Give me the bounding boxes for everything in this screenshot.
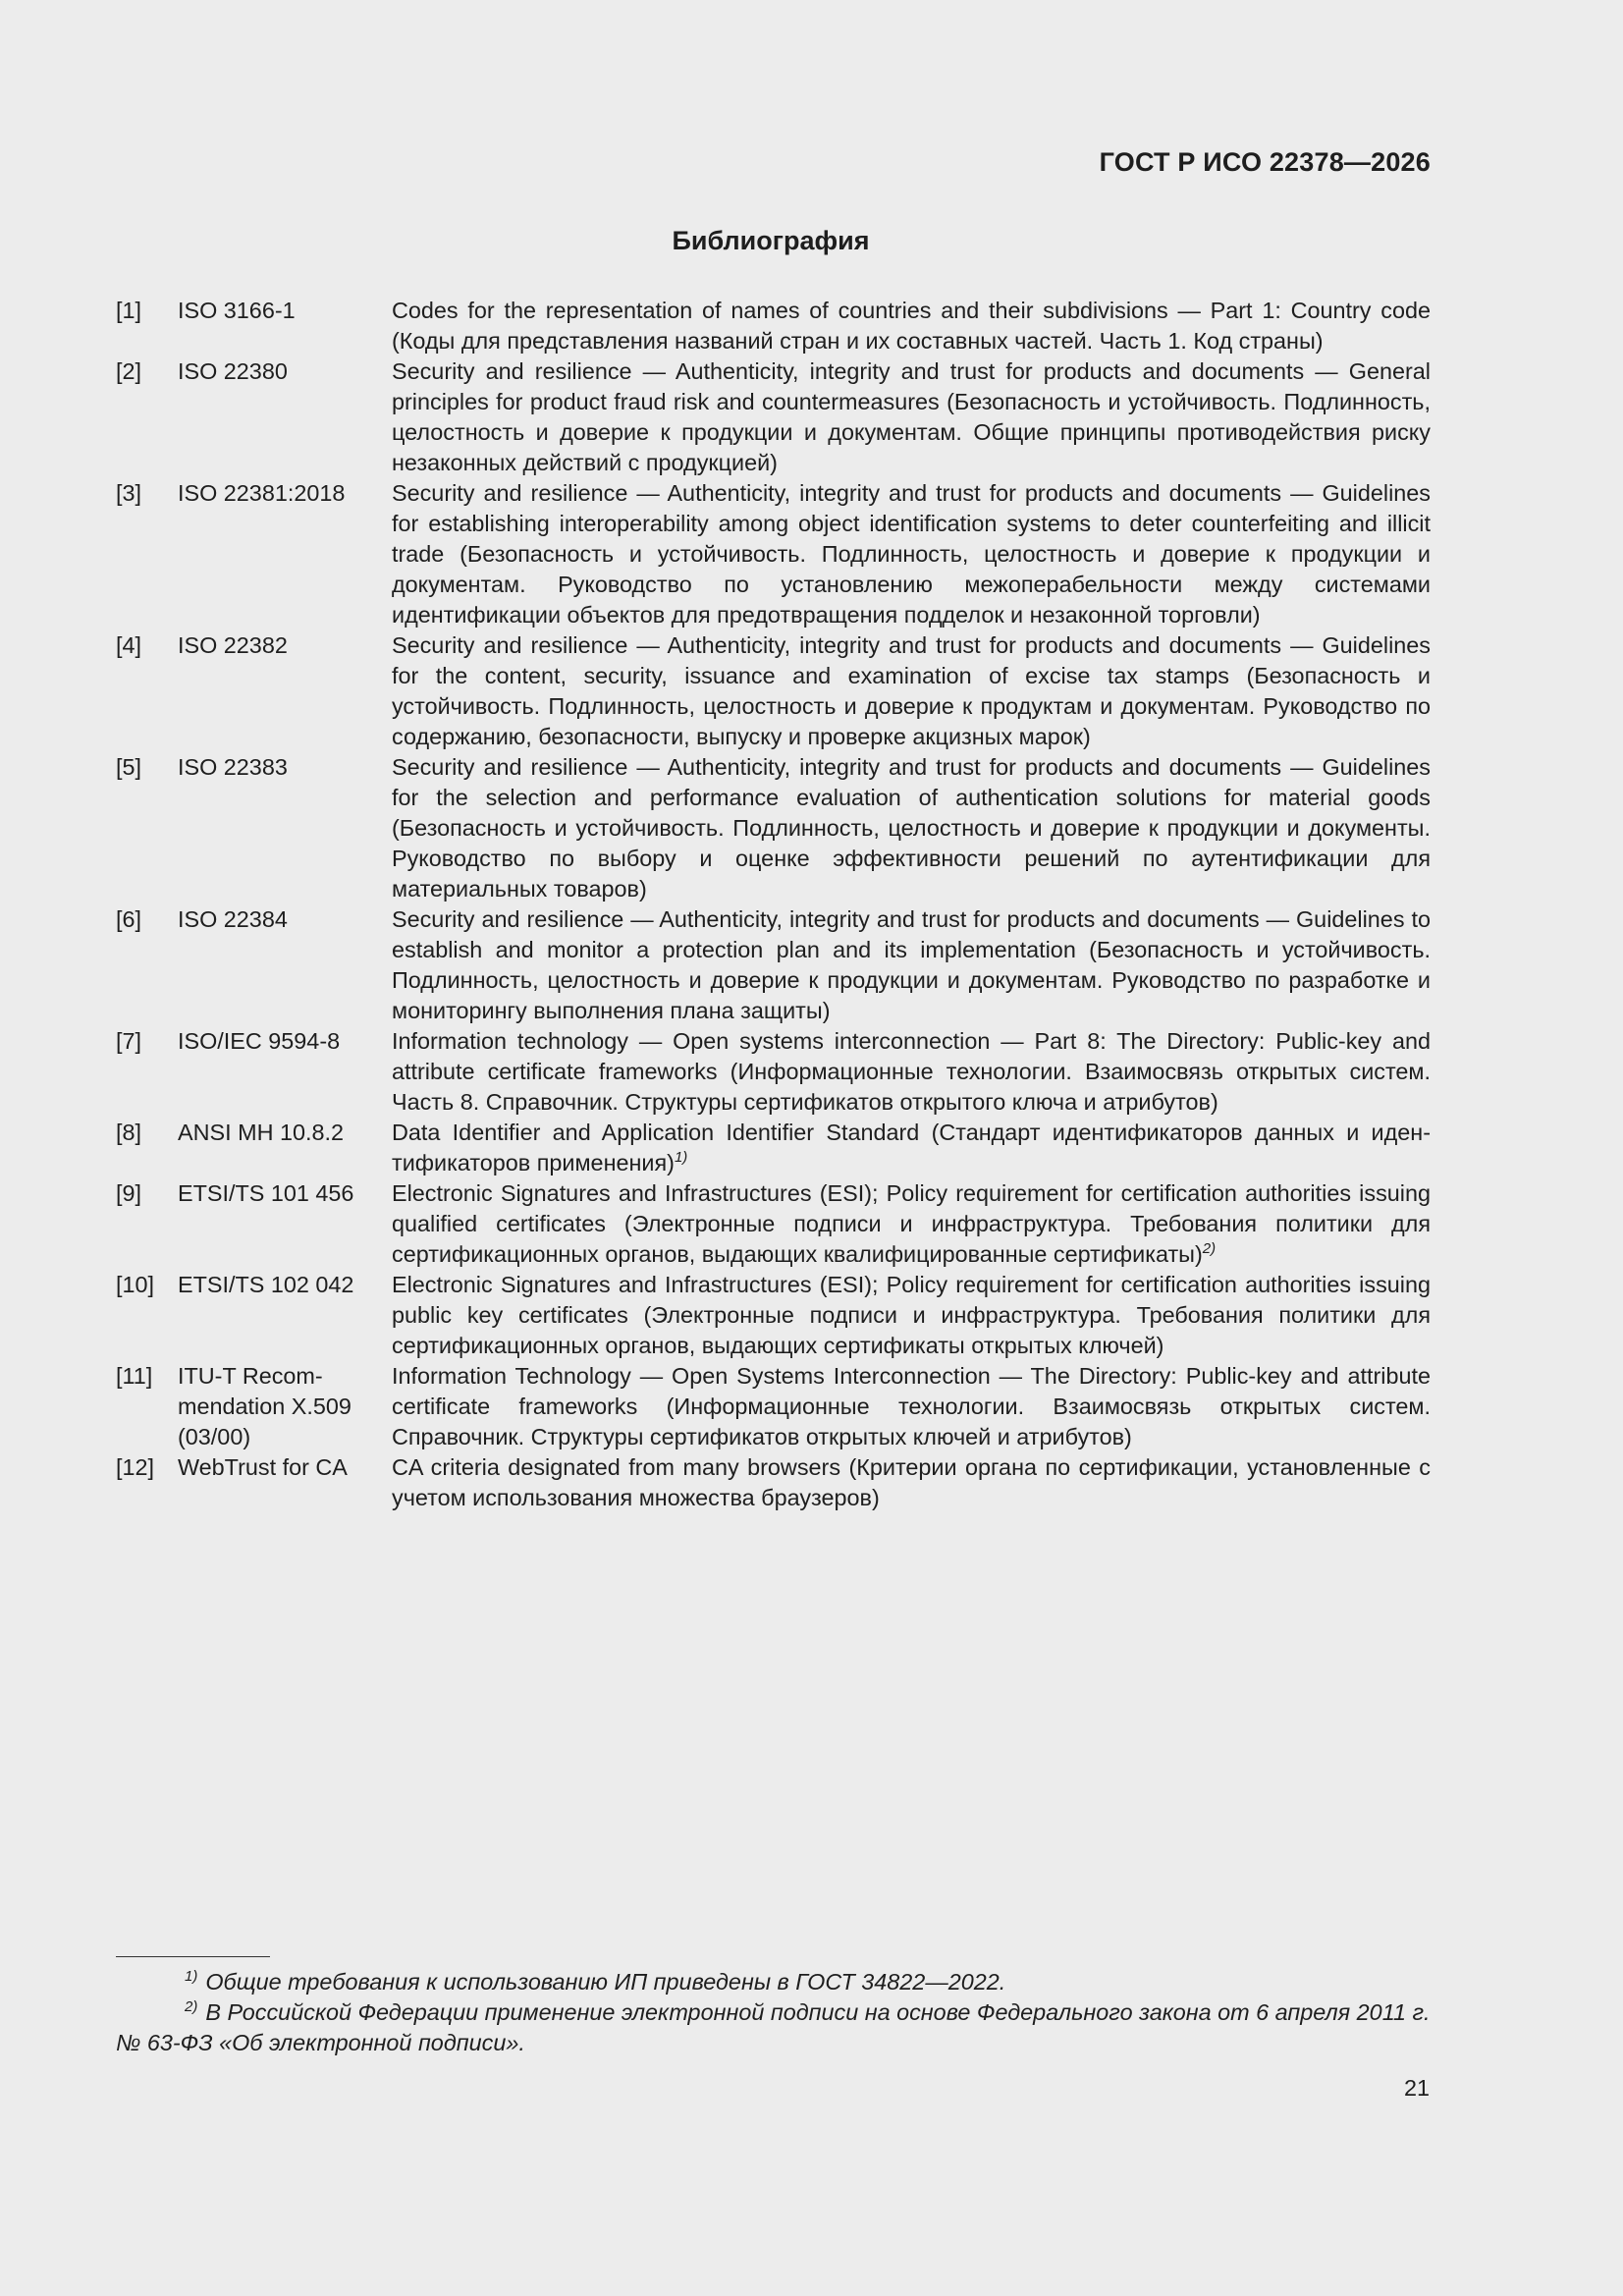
entry-text-content: Security and resilience — Authenticity, integrity and trust for products and documents — Guidelines for the content, security, issuance and examination of excise tax stamps (Безопасность и устойчивость. Подлинность, целостность и доверие к продуктам и документам. Руководство по содержанию, безопасности, выпуску и проверке акцизных марок) (392, 632, 1431, 749)
entry-text (392, 1178, 1431, 1270)
bibliography-entry (116, 752, 1431, 904)
bibliography-entry (116, 1026, 1431, 1118)
entry-number: [9] (116, 1180, 142, 1206)
entry-standard-code: ETSI/TS 101 456 (178, 1180, 354, 1206)
entry-number: [11] (116, 1363, 153, 1389)
footnote-text: В Российской Федерации применение электронной подписи на основе Федерального закона от 6 апреля 2011 г. № 63-ФЗ «Об электронной подписи». (116, 1999, 1431, 2055)
bibliography-entry (116, 1270, 1431, 1361)
entry-text-content: Security and resilience — Authenticity, integrity and trust for products and documents — Guidelines for the selection and performance evaluation of authentication solutions for material goods (Безопасность и устойчивость. Подлинность, целостность и доверие к продукции и документы. Руководство по выбору и оценке эффективности решений по аутентификации для материальных товаров) (392, 754, 1431, 902)
bibliography-entry (116, 478, 1431, 630)
entry-text-content: Security and resilience — Authenticity, integrity and trust for products and documents — General principles for product fraud risk and countermeasures (Безопасность и устойчивость. Подлинность, целостность и доверие к продукции и документам. Общие принципы противодействия риску незаконных действий с продукцией) (392, 358, 1431, 475)
footnote-reference: 2) (1202, 1240, 1217, 1258)
bibliography-entry (116, 1118, 1431, 1178)
entry-text-content: CA criteria designated from many browsers (Критерии органа по сертификации, установленные с учетом использования множества браузеров) (392, 1454, 1431, 1510)
entry-text-content: Security and resilience — Authenticity, integrity and trust for products and documents — Guidelines for establishing interoperability among object identification systems to deter counterfeiting and illicit trade (Безопасность и устойчивость. Подлинность, целостность и доверие к продукции и документам. Руководство по установлению межоперабельности между системами идентификации объектов для предотвращения подделок и незаконной торговли) (392, 480, 1431, 628)
entry-standard-code: ETSI/TS 102 042 (178, 1272, 354, 1297)
footnote-reference: 1) (674, 1149, 688, 1167)
footnote-text: Общие требования к использованию ИП приведены в ГОСТ 34822—2022. (205, 1969, 1006, 1995)
footnote (116, 1997, 1431, 2058)
entry-number: [5] (116, 754, 142, 780)
entry-standard-code: ISO/IEC 9594-8 (178, 1028, 341, 1054)
bibliography-entry (116, 1361, 1431, 1452)
entry-number: [10] (116, 1272, 155, 1297)
entry-text (392, 1361, 1431, 1452)
footnote-separator (116, 1956, 270, 1957)
entry-text-content: Electronic Signatures and Infrastructures (ESI); Policy requirement for certification authorities issuing qualified certificates (Электронные подписи и инфраструктура. Требования политики для сертификационных органов, выдающих квалифицированные сертификаты) (392, 1180, 1431, 1267)
page-number: 21 (1403, 2075, 1430, 2101)
standard-designation: ГОСТ Р ИСО 22378—2026 (1099, 147, 1431, 177)
entry-text (392, 1270, 1431, 1361)
entry-text-content: Codes for the representation of names of countries and their subdivisions — Part 1: Country code (Коды для представления названий стран и их составных частей. Часть 1. Код страны) (392, 298, 1431, 354)
entry-number: [2] (116, 358, 142, 384)
entry-number: [3] (116, 480, 142, 506)
entry-text-content: Information technology — Open systems interconnection — Part 8: The Directory: Public-key and attribute certificate frameworks (Информационные технологии. Взаимосвязь открытых систем. Часть 8. Справочник. Структуры сертификатов открытого ключа и атрибутов) (392, 1028, 1431, 1115)
entry-text (392, 356, 1431, 478)
bibliography-title: Библиография (672, 226, 870, 255)
entry-text (392, 1026, 1431, 1118)
bibliography-entry (116, 296, 1431, 356)
footnote-mark: 2) (185, 1998, 198, 2016)
entry-number: [6] (116, 906, 142, 932)
entry-standard-code: ITU-T Recom- mendation X.509 (03/00) (178, 1363, 352, 1449)
bibliography-entry (116, 356, 1431, 478)
footnotes (116, 1956, 1431, 2058)
entry-text (392, 1452, 1431, 1513)
bibliography-entry (116, 904, 1431, 1026)
entry-text-content: Electronic Signatures and Infrastructures (ESI); Policy requirement for certification authorities issuing public key certificates (Электронные подписи и инфраструктура. Требования политики для сертификационных органов, выдающих сертификаты открытых ключей) (392, 1272, 1431, 1358)
entry-text (392, 904, 1431, 1026)
entry-text-content: Security and resilience — Authenticity, integrity and trust for products and documents — Guidelines to establish and monitor a protection plan and its implementation (Безопасность и устойчивость. Подлинность, целостность и доверие к продукции и документам. Руководство по разработке и мониторингу выполнения плана защиты) (392, 906, 1431, 1023)
entry-number: [12] (116, 1454, 155, 1480)
entry-text-content: Data Identifier and Application Identifier Standard (Стандарт идентификаторов данных и идентификаторов применения) (392, 1120, 1431, 1175)
entry-text (392, 478, 1431, 630)
bibliography-list (116, 296, 1431, 1513)
entry-text (392, 296, 1431, 356)
entry-number: [4] (116, 632, 142, 658)
entry-standard-code: ISO 3166-1 (178, 298, 296, 323)
entry-text-content: Information Technology — Open Systems Interconnection — The Directory: Public-key and attribute certificate frameworks (Информационные технологии. Взаимосвязь открытых систем. Справочник. Структуры сертификатов открытых ключей и атрибутов) (392, 1363, 1431, 1449)
entry-text (392, 752, 1431, 904)
entry-standard-code: WebTrust for CA (178, 1454, 348, 1480)
entry-number: [8] (116, 1120, 142, 1145)
entry-number: [7] (116, 1028, 142, 1054)
entry-standard-code: ISO 22382 (178, 632, 288, 658)
entry-standard-code: ANSI MH 10.8.2 (178, 1120, 344, 1145)
entry-standard-code: ISO 22381:2018 (178, 480, 346, 506)
bibliography-entry (116, 1452, 1431, 1513)
entry-text (392, 630, 1431, 752)
entry-standard-code: ISO 22380 (178, 358, 288, 384)
footnote-mark: 1) (185, 1968, 198, 1986)
footnote (116, 1967, 1431, 1997)
bibliography-entry (116, 630, 1431, 752)
bibliography-entry (116, 1178, 1431, 1270)
entry-number: [1] (116, 298, 142, 323)
entry-standard-code: ISO 22384 (178, 906, 288, 932)
entry-text (392, 1118, 1431, 1178)
entry-standard-code: ISO 22383 (178, 754, 288, 780)
